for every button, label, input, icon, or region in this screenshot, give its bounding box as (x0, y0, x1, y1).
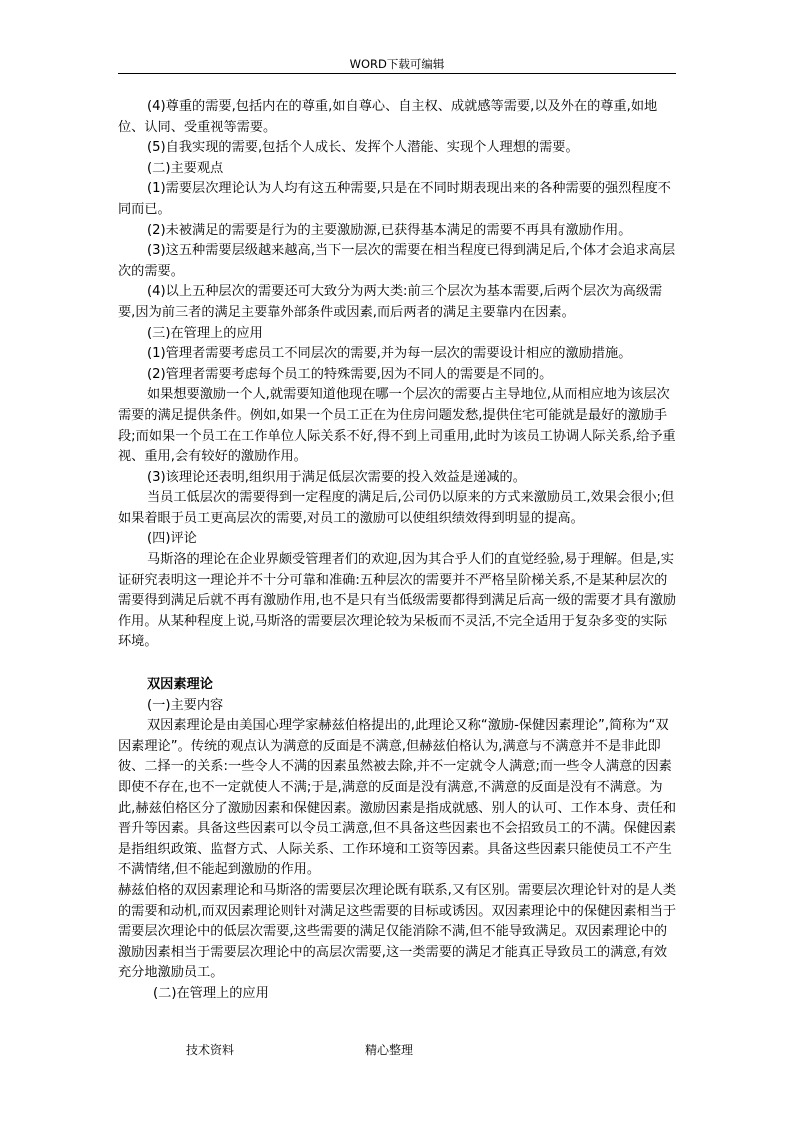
paragraph-point-3: (3)这五种需要层级越来越高,当下一层次的需要在相当程度已得到满足后,个体才会追求高层次的需要。 (118, 243, 676, 279)
paragraph-esteem-needs: (4)尊重的需要,包括内在的尊重,如自尊心、自主权、成就感等需要,以及外在的尊重,如地位、认同、受重视等需要。 (118, 99, 658, 135)
paragraph-application-2: (2)管理者需要考虑每个员工的特殊需要,因为不同人的需要是不同的。 (147, 366, 553, 382)
paragraph-critique: 马斯洛的理论在企业界颇受管理者们的欢迎,因为其合乎人们的直觉经验,易于理解。但是,实证研究表明这一理论并不十分可靠和准确:五种层次的需要并不严格呈阶梯关系,不是某种层次的需要得到满足后就不再有激励作用,也不是只有当低级需要都得到满足后高一级的需要才具有激励作用。从某种程度上说,马斯洛的需要层次理论较为呆板而不灵活,不完全适用于复杂多变的实际环境。 (118, 552, 677, 650)
section-heading-management-application-2: (二)在管理上的应用 (153, 985, 269, 1001)
footer-left-label: 技术资料 (186, 1043, 235, 1057)
paragraph-application-1: (1)管理者需要考虑员工不同层次的需要,并为每一层次的需要设计相应的激励措施。 (147, 346, 632, 362)
section-heading-comments: (四)评论 (147, 531, 197, 547)
paragraph-application-3: (3)该理论还表明,组织用于满足低层次需要的投入效益是递减的。 (147, 469, 526, 485)
paragraph-point-1: (1)需要层次理论认为人均有这五种需要,只是在不同时期表现出来的各种需要的强烈程度不同而已。 (118, 181, 671, 217)
paragraph-two-factor-description: 双因素理论是由美国心理学家赫兹伯格提出的,此理论又称“激励-保健因素理论”,简称为“双因素理论”。传统的观点认为满意的反面是不满意,但赫兹伯格认为,满意与不满意并不是非此即彼、二择一的关系:一些令人不满的因素虽然被去除,并不一定就令人满意;而一些令人满意的因素即使不存在,也不一定就使人不满;于是,满意的反面是没有满意,不满意的反面是没有不满意。为此,赫兹伯格区分了激励因素和保健因素。激励因素是指成就感、别人的认可、工作本身、责任和晋升等因素。具备这些因素可以令员工满意,但不具备这些因素也不会招致员工的不满。保健因素是指组织政策、监督方式、人际关系、工作环境和工资等因素。具备这些因素只能使员工不产生不满情绪,但不能起到激励的作用。 (118, 718, 677, 878)
paragraph-higher-needs: 当员工低层次的需要得到一定程度的满足后,公司仍以原来的方式来激励员工,效果会很小;但如果着眼于员工更高层次的需要,对员工的激励可以使组织绩效得到明显的提高。 (118, 490, 675, 526)
document-body (118, 97, 678, 1005)
section-heading-management-application: (三)在管理上的应用 (147, 325, 263, 341)
section-title-two-factor-theory: 双因素理论 (147, 677, 213, 693)
paragraph-self-actualization: (5)自我实现的需要,包括个人成长、发挥个人潜能、实现个人理想的需要。 (147, 140, 579, 156)
section-heading-main-points: (二)主要观点 (147, 160, 224, 176)
section-heading-main-content: (一)主要内容 (147, 697, 224, 713)
paragraph-motivation-example: 如果想要激励一个人,就需要知道他现在哪一个层次的需要占主导地位,从而相应地为该层次需要的满足提供条件。例如,如果一个员工正在为住房问题发愁,提供住宅可能就是最好的激励手段;而如果一个员工在工作单位人际关系不好,得不到上司重用,此时为该员工协调人际关系,给予重视、重用,会有较好的激励作用。 (118, 387, 676, 465)
page-header: WORD下载可编辑 (118, 56, 676, 74)
paragraph-point-4: (4)以上五种层次的需要还可大致分为两大类:前三个层次为基本需要,后两个层次为高级需要,因为前三者的满足主要靠外部条件或因素,而后两者的满足主要靠内在因素。 (118, 284, 663, 320)
paragraph-two-factor-comparison: 赫兹伯格的双因素理论和马斯洛的需要层次理论既有联系,又有区别。需要层次理论针对的是人类的需要和动机,而双因素理论则针对满足这些需要的目标或诱因。双因素理论中的保健因素相当于需要层次理论中的低层次需要,这些需要的满足仅能消除不满,但不能导致满足。双因素理论中的激励因素相当于需要层次理论中的高层次需要,这一类需要的满足才能真正导致员工的满意,有效充分地激励员工。 (118, 882, 677, 981)
footer-right-label: 精心整理 (365, 1043, 414, 1057)
paragraph-point-2: (2)未被满足的需要是行为的主要激励源,已获得基本满足的需要不再具有激励作用。 (147, 222, 632, 238)
